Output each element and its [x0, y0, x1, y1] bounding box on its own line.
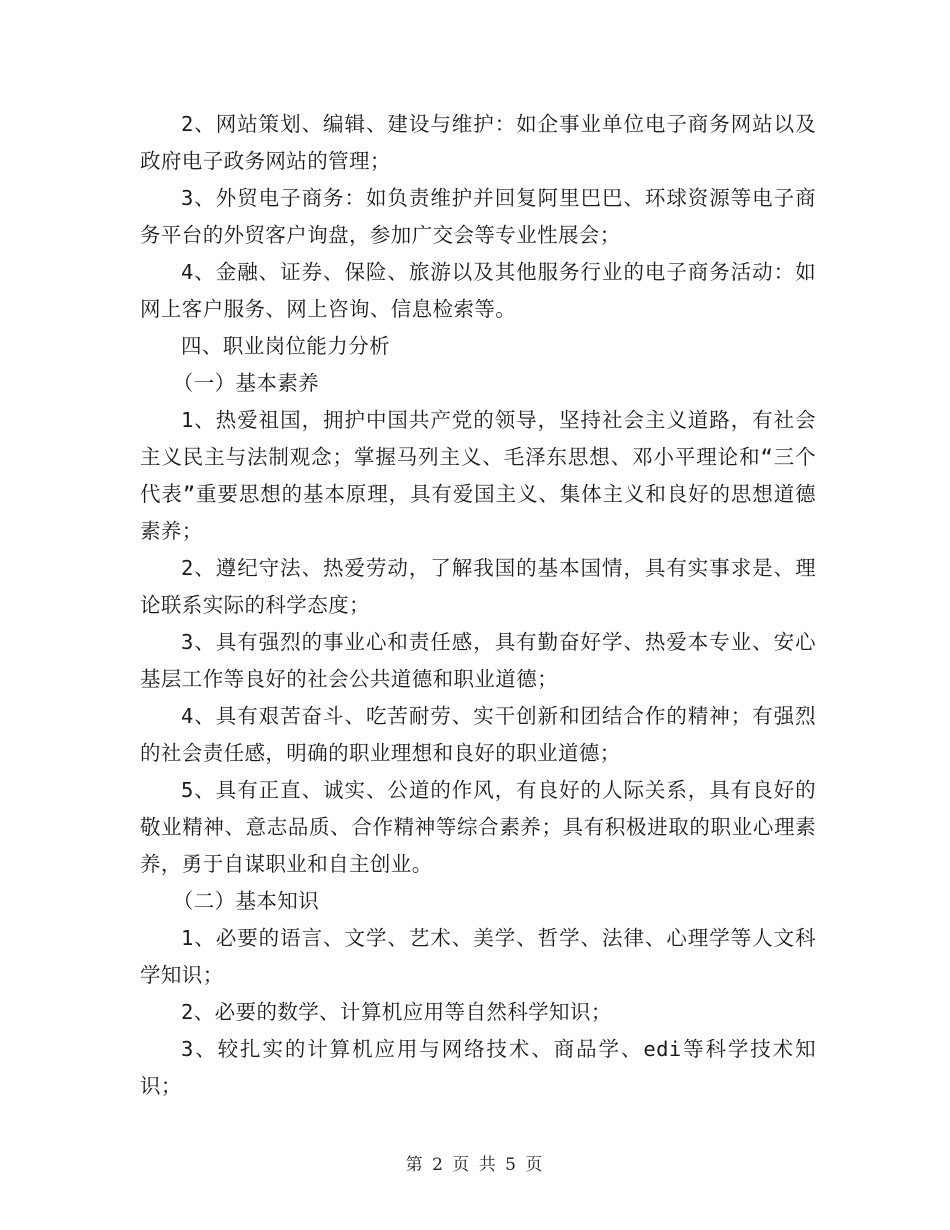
paragraph-job-finance-services: 4、金融、证券、保险、旅游以及其他服务行业的电子商务活动：如网上客户服务、网上咨询、信息检索等。 — [140, 260, 816, 321]
paragraph-quality-5: 5、具有正直、诚实、公道的作风，有良好的人际关系，具有良好的敬业精神、意志品质、合作精神等综合素养；具有积极进取的职业心理素养，勇于自谋职业和自主创业。 — [140, 778, 816, 876]
paragraph-quality-3: 3、具有强烈的事业心和责任感，具有勤奋好学、热爱本专业、安心基层工作等良好的社会公共道德和职业道德； — [140, 630, 816, 691]
paragraph-quality-1: 1、热爱祖国，拥护中国共产党的领导，坚持社会主义道路，有社会主义民主与法制观念；掌握马列主义、毛泽东思想、邓小平理论和“三个代表”重要思想的基本原理，具有爱国主义、集体主义和良好的思想道德素养； — [140, 408, 816, 543]
section-heading: 四、职业岗位能力分析 — [181, 334, 390, 358]
subsection-heading-basic-knowledge: （二）基本知识 — [172, 889, 320, 913]
paragraph-knowledge-3: 3、较扎实的计算机应用与网络技术、商品学、edi等科学技术知识； — [140, 1037, 816, 1098]
paragraph-quality-2: 2、遵纪守法、热爱劳动，了解我国的基本国情，具有实事求是、理论联系实际的科学态度； — [140, 556, 816, 617]
document-body — [140, 106, 816, 1105]
paragraph-job-foreign-trade: 3、外贸电子商务：如负责维护并回复阿里巴巴、环球资源等电子商务平台的外贸客户询盘，参加广交会等专业性展会； — [140, 186, 816, 247]
subsection-heading-basic-quality: （一）基本素养 — [172, 371, 320, 395]
paragraph-quality-4: 4、具有艰苦奋斗、吃苦耐劳、实干创新和团结合作的精神；有强烈的社会责任感，明确的职业理想和良好的职业道德； — [140, 704, 816, 765]
paragraph-job-website: 2、网站策划、编辑、建设与维护：如企事业单位电子商务网站以及政府电子政务网站的管理； — [140, 112, 816, 173]
paragraph-knowledge-2: 2、必要的数学、计算机应用等自然科学知识； — [181, 1000, 612, 1024]
paragraph-knowledge-1: 1、必要的语言、文学、艺术、美学、哲学、法律、心理学等人文科学知识； — [140, 926, 816, 987]
page-number-footer: 第 2 页 共 5 页 — [405, 1155, 545, 1175]
